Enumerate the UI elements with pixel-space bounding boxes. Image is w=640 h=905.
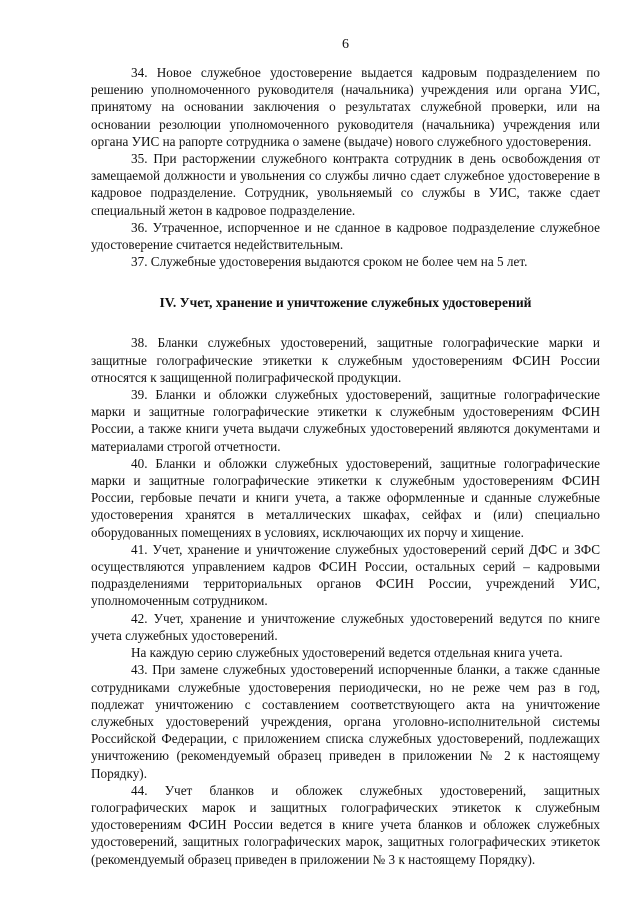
paragraph-38: 38. Бланки служебных удостоверений, защитные голографические марки и защитные голографические этикетки к служебным удостоверениям ФСИН России относятся к защищенной полиграфической продукции.: [91, 335, 600, 385]
paragraph-39: 39. Бланки и обложки служебных удостоверений, защитные голографические марки и защитные голографические этикетки к служебным удостоверениям ФСИН России, а также книги учета выдачи служебных удостоверений являются документами и материалами строгой отчетности.: [91, 387, 600, 454]
paragraph-37: 37. Служебные удостоверения выдаются сроком не более чем на 5 лет.: [131, 254, 528, 270]
section-heading: IV. Учет, хранение и уничтожение служебных удостоверений: [159, 295, 532, 311]
paragraph-42: 42. Учет, хранение и уничтожение служебных удостоверений ведутся по книге учета служебных удостоверений.: [91, 610, 600, 643]
page-number: 6: [342, 37, 349, 52]
paragraph-34: 34. Новое служебное удостоверение выдается кадровым подразделением по решению уполномоченного руководителя (начальника) учреждения или органа УИС, принятому на основании заключения о результатах служебной проверки, или на основании резолюции уполномоченного руководителя (начальника) учреждения или органа УИС на рапорте сотрудника о замене (выдаче) нового служебного удостоверения.: [91, 65, 600, 149]
paragraph-36: 36. Утраченное, испорченное и не сданное в кадровое подразделение служебное удостоверение считается недействительным.: [91, 219, 600, 253]
paragraph-43: 43. При замене служебных удостоверений испорченные бланки, а также сданные сотрудниками служебные удостоверения периодически, но не реже чем раз в год, подлежат уничтожению с составлением соответствующего акта на уничтожение служебных удостоверений учреждения, органа уголовно-исполнительной системы Российской Федерации, с приложением списка служебных удостоверений, подлежащих уничтожению (рекомендуемый образец приведен в приложении № 2 к настоящему Порядку).: [91, 662, 600, 781]
paragraph-42-note: На каждую серию служебных удостоверений ведется отдельная книга учета.: [131, 645, 563, 661]
paragraph-40: 40. Бланки и обложки служебных удостоверений, защитные голографические марки и защитные голографические этикетки к служебным удостоверениям ФСИН России, гербовые печати и книги учета, а также оформленные и сданные служебные удостоверения хранятся в металлических шкафах, сейфах и (или) специально оборудованных помещениях в условиях, исключающих их порчу и хищение.: [91, 455, 600, 540]
paragraph-35: 35. При расторжении служебного контракта сотрудник в день освобождения от замещаемой должности и увольнения со службы лично сдает служебное удостоверение в кадровое подразделение. Сотрудник, увольняемый со службы в УИС, также сдает специальный жетон в кадровое подразделение.: [91, 151, 600, 218]
paragraph-41: 41. Учет, хранение и уничтожение служебных удостоверений серий ДФС и ЗФС осуществляются управлением кадров ФСИН России, остальных серий – кадровыми подразделениями территориальных органов ФСИН России, учреждений УИС, уполномоченным сотрудником.: [91, 541, 600, 609]
paragraph-44: 44. Учет бланков и обложек служебных удостоверений, защитных голографических марок и защитных голографических этикеток к служебным удостоверениям ФСИН России ведется в книге учета бланков и обложек служебных удостоверений, защитных голографических марок, защитных голографических этикеток (рекомендуемый образец приведен в приложении № 3 к настоящему Порядку).: [91, 782, 600, 867]
